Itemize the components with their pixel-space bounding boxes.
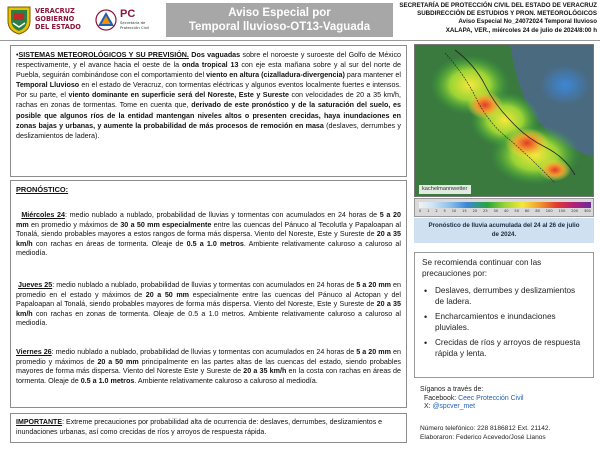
list-item: • Crecidas de ríos y arroyos de respuesta rápida y lenta. <box>422 338 586 359</box>
authors: Elaboraron: Federico Acevedo/José Llanos <box>420 434 546 441</box>
rainfall-color-scale <box>414 198 594 217</box>
facebook-row: Facebook: Ceec Protección Civil <box>424 394 524 402</box>
agency-header <box>389 2 597 35</box>
agency-department: SUBDIRECCIÓN DE ESTUDIOS Y PRON. METEOROLÓGICOS <box>417 10 597 18</box>
scale-tick-label: 20 <box>472 209 478 213</box>
scale-tick-label: 150 <box>558 209 566 213</box>
scale-tick-label: 40 <box>503 209 509 213</box>
important-label: IMPORTANTE <box>16 419 63 426</box>
banner-line-2: Temporal lluvioso-OT13-Vaguada <box>188 21 371 33</box>
recommendations-list <box>422 286 586 359</box>
scale-tick-label: 100 <box>545 209 553 213</box>
scale-tick-label: 80 <box>535 209 540 213</box>
map-watermark: kachelmannwetter <box>422 186 468 192</box>
pc-emblem-icon <box>95 9 117 31</box>
day-name: Miércoles 24 <box>21 211 65 219</box>
facebook-link[interactable]: Ceec Protección Civil <box>458 394 524 402</box>
map-caption: Pronóstico de lluvia acumulada del 24 al 26 de julio de 2024. <box>414 218 594 243</box>
contact-info <box>420 424 550 442</box>
recommendations-intro: Se recomienda continuar con las precauciones por: <box>422 258 542 278</box>
scale-tick-label: 300 <box>583 209 591 213</box>
proteccion-civil-logo <box>95 5 163 35</box>
x-link[interactable]: @spcver_met <box>432 403 476 411</box>
scale-tick-label: 200 <box>571 209 579 213</box>
list-item: • Deslaves, derrumbes y deslizamientos de ladera. <box>422 286 586 307</box>
systems-heading: SISTEMAS METEOROLÓGICOS Y SU PREVISIÓN. <box>18 51 189 59</box>
follow-intro: Síganos a través de: <box>420 386 484 393</box>
forecast-day-wednesday: Miércoles 24: medio nublado a nublado, probabilidad de lluvias y tormentas con acumulados en 24 horas de 5 a 20 mm en promedio y máximos de 30 a 50 mm especialmente entre las cuencas del Pánuco al Tecolutla y Papaloapan al Tonalá, siendo probables mayores a estos rangos de forma más dispersa. Viento del Noreste, Este y Sureste de 20 a 35 km/h con rachas en áreas de tormenta. Oleaje de 0.5 a 1.0 metros. Ambiente relativamente caluroso a caluroso al mediodía. <box>16 211 401 258</box>
scale-tick-label: 25 <box>483 209 488 213</box>
social-follow <box>420 386 524 412</box>
veracruz-logo-text: VERACRUZ GOBIERNO DEL ESTADO <box>35 7 81 31</box>
forecast-day-thursday: Jueves 25: medio nublado a nublado, probabilidad de lluvias y tormentas con acumulados en 24 horas de 5 a 20 mm en promedio en el estado y máximos de 20 a 50 mm especialmente entre las cuencas del Pánuco al Actopan y del Papaloapan al Tonalá, siendo probables mayores de forma más dispersa. Viento del Noreste, Este y Sureste de 20 a 35 km/h con rachas en zonas de tormenta. Oleaje de 0.5 a 1.0 metros. Ambiente relativamente caluroso a caluroso al mediodía. <box>16 281 401 328</box>
pc-logo-title: PC <box>120 8 136 20</box>
important-notice <box>10 413 407 443</box>
header-divider <box>0 40 600 41</box>
notice-number: Aviso Especial No_24072024 Temporal lluvioso <box>458 18 597 26</box>
x-row: X: @spcver_met <box>424 403 476 411</box>
color-scale-bar <box>419 202 591 208</box>
list-item: • Encharcamientos e inundaciones pluviales. <box>422 312 586 333</box>
rainfall-forecast-map <box>414 44 594 197</box>
scale-tick-label: 10 <box>451 209 457 213</box>
scale-tick-label: 30 <box>493 209 499 213</box>
meteorological-systems-section: •SISTEMAS METEOROLÓGICOS Y SU PREVISIÓN. Dos vaguadas sobre el noroeste y suroeste del Golfo de México respectivamente, y el avance hacia el oeste de la onda tropical 13 con eje esta mañana sobre y al sur del norte de Puebla, seguirán combinándose con el comportamiento del viento en altura (cizalladura-divergencia) para mantener el Temporal Lluvioso en el estado de Veracruz, con tormentas eléctricas y algunos eventos localmente fuertes e intensos. Por su parte, el viento dominante en superficie será del Noreste, Este y Sureste con velocidades de 20 a 35 km/h, rachas en zonas de tormentas. Tome en cuenta que, derivado de este pronóstico y de la saturación del suelo, es posible que algunos ríos de la entidad mantengan niveles altos o presenten crecidas, haya inundaciones en zonas bajas y urbanas, y aumente la probabilidad de más procesos de remoción en masa (deslaves, derrumbes y deslizamientos de ladera). <box>10 45 407 177</box>
scale-tick-label: 2 <box>435 209 438 213</box>
day-name: Jueves 25 <box>18 281 53 289</box>
scale-tick-label: 50 <box>514 209 519 213</box>
pc-logo-subtitle: Secretaría de Protección Civil <box>120 20 150 30</box>
recommendations-box <box>414 252 594 378</box>
forecast-section <box>10 180 407 408</box>
scale-tick-label: 60 <box>524 209 530 213</box>
scale-tick-label: 0 <box>419 209 422 213</box>
scale-tick-label: 15 <box>462 209 467 213</box>
veracruz-seal-icon <box>6 5 32 35</box>
veracruz-government-logo <box>6 5 92 35</box>
scale-tick-label: 5 <box>443 209 446 213</box>
day-name: Viernes 26 <box>16 348 52 356</box>
phone-number: Número telefónico: 228 8186812 Ext. 21142. <box>420 425 551 432</box>
color-scale-ticks <box>419 209 591 213</box>
notice-title-banner <box>166 3 393 37</box>
notice-date: XALAPA, VER., miércoles 24 de julio de 2024/8:00 h <box>445 26 597 34</box>
agency-name: SECRETARÍA DE PROTECCIÓN CIVIL DEL ESTADO DE VERACRUZ <box>399 2 597 9</box>
important-text: : Extreme precauciones por probabilidad alta de ocurrencia de: deslaves, derrumbes, deslizamientos e inundaciones urbanas, así como crecidas de ríos y arroyos de respuesta rápida. <box>16 419 383 436</box>
forecast-day-friday: Viernes 26: medio nublado a nublado, probabilidad de lluvias y tormentas con acumulados en 24 horas de 5 a 20 mm en promedio y máximos de 20 a 50 mm principalmente en las partes altas de las cuencas del estado, siendo probables mayores de forma más dispersa. Viento del Noreste Este y Sureste de 20 a 35 km/h en la costa con rachas en áreas de tormenta. Oleaje de 0.5 a 1.0 metros. Ambiente relativamente caluroso a caluroso al mediodía. <box>16 348 401 385</box>
forecast-title: PRONÓSTICO: <box>16 185 69 194</box>
scale-tick-label: 1 <box>427 209 430 213</box>
banner-line-1: Aviso Especial por <box>228 7 331 19</box>
